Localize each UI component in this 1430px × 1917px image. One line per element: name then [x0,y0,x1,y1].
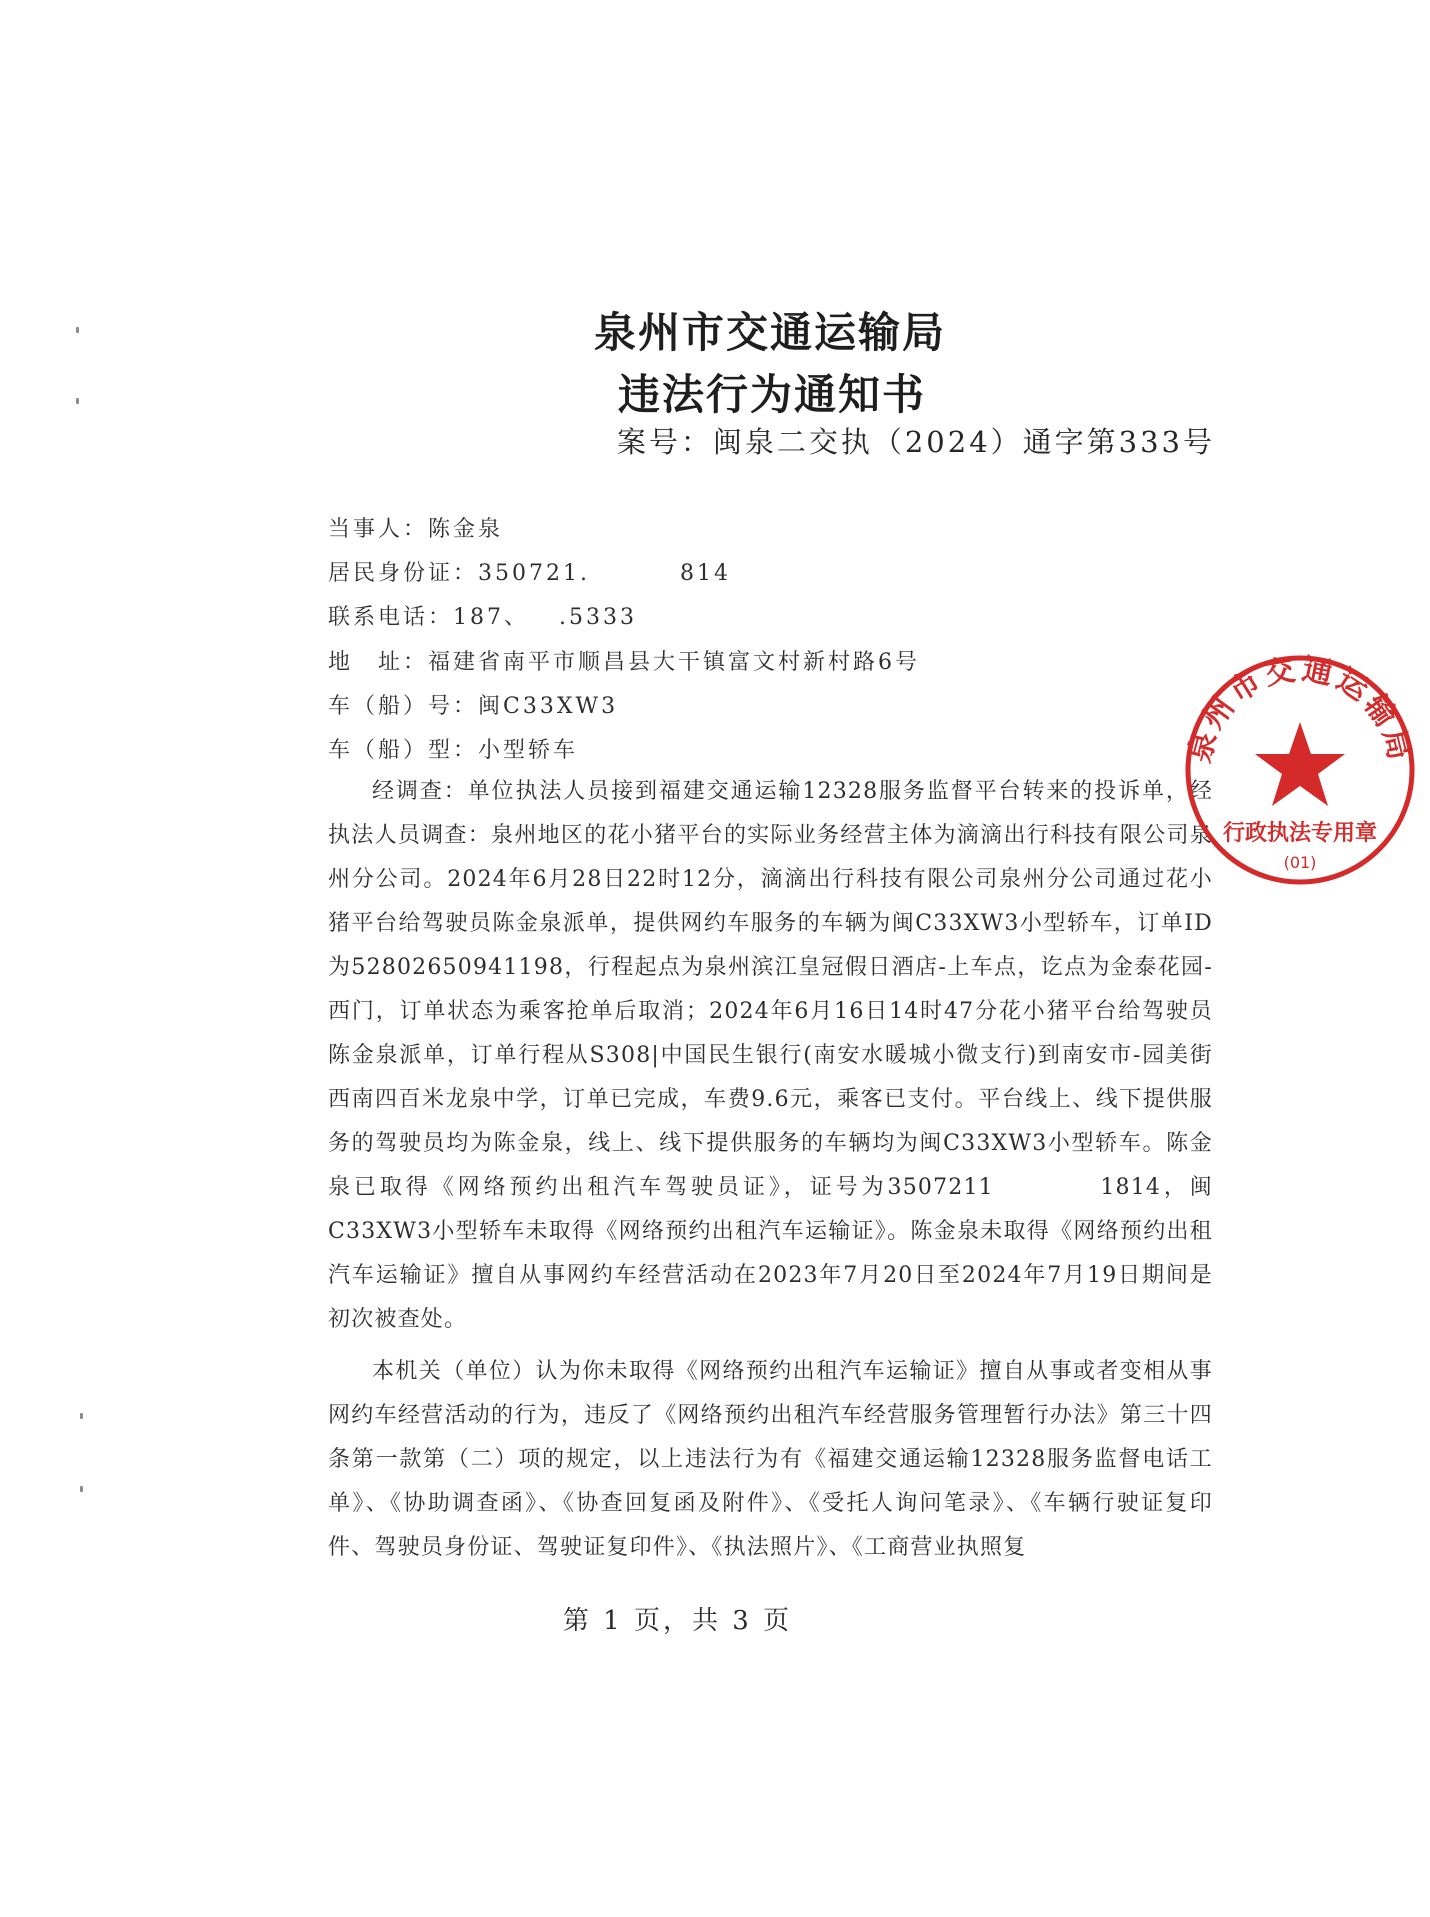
phone-start: 187、 [453,605,530,630]
scan-speck [80,1413,83,1419]
vehicle-type: 小型轿车 [478,738,579,763]
seal-text: 泉州市交通运输局 [1182,651,1418,768]
vehicle-number-row [328,689,618,720]
vehicle-number-label: 车（船）号： [328,694,479,719]
vehicle-type-label: 车（船）型： [328,738,479,763]
id-end: 814 [680,561,731,586]
party-address-row [328,645,920,676]
seal-star-icon [1255,722,1345,806]
case-number: 案号：闽泉二交执（2024）通字第333号 [616,425,1215,459]
agency-title: 泉州市交通运输局 [594,308,947,357]
vehicle-type-row [328,733,578,764]
address: 福建省南平市顺昌县大干镇富文村新村路6号 [428,650,921,675]
id-label: 居民身份证： [328,561,479,586]
id-start: 350721. [478,561,590,586]
investigation-text: 经调查：单位执法人员接到福建交通运输12328服务监督平台转来的投诉单，经执法人员调查：泉州地区的花小猪平台的实际业务经营主体为滴滴出行科技有限公司泉州分公司。2024年6月28日22时12分，滴滴出行科技有限公司泉州分公司通过花小猪平台给驾驶员陈金泉派单，提供网约车服务的车辆为闽C33XW3小型轿车，订单ID为52802650941198，行程起点为泉州滨江皇冠假日酒店-上车点，讫点为金泰花园-西门，订单状态为乘客抢单后取消；2024年6月16日14时47分花小猪平台给驾驶员陈金泉派单，订单行程从S308|中国民生银行(南安水暖城小微支行)到南安市-园美街西南四百米龙泉中学，订单已完成，车费9.6元，乘客已支付。平台线上、线下提供服务的驾驶员均为陈金泉，线上、线下提供服务的车辆均为闽C33XW3小型轿车。陈金泉已取得《网络预约出租汽车驾驶员证》，证号为3507211 1814，闽C33XW3小型轿车未取得《网络预约出租汽车运输证》。陈金泉未取得《网络预约出租汽车运输证》擅自从事网约车经营活动在2023年7月20日至2024年7月19日期间是初次被查处。 [328,779,1213,1332]
document-title: 违法行为通知书 [618,370,927,419]
scan-speck [80,1486,83,1492]
seal-code: (01) [1283,853,1317,872]
investigation-paragraph [328,770,1213,1342]
phone-end: .5333 [559,605,637,630]
party-name: 陈金泉 [428,517,504,542]
seal-subtitle: 行政执法专用章 [1222,820,1378,846]
finding-paragraph [328,1350,1213,1570]
address-label: 地 址： [328,650,429,675]
finding-text: 本机关（单位）认为你未取得《网络预约出租汽车运输证》擅自从事或者变相从事网约车经营活动的行为，违反了《网络预约出租汽车经营服务管理暂行办法》第三十四条第一款第（二）项的规定，以上违法行为有《福建交通运输12328服务监督电话工单》、《协助调查函》、《协查回复函及附件》、《受托人询问笔录》、《车辆行驶证复印件、驾驶员身份证、驾驶证复印件》、《执法照片》、《工商营业执照复 [328,1359,1213,1560]
party-name-label: 当事人： [328,517,429,542]
vehicle-number: 闽C33XW3 [478,694,619,719]
party-name-row [328,512,503,543]
party-phone-row [328,600,637,631]
phone-label: 联系电话： [328,605,454,630]
official-seal [1170,640,1430,900]
page-number: 第 1 页，共 3 页 [562,1606,793,1636]
party-id-row [328,556,731,587]
